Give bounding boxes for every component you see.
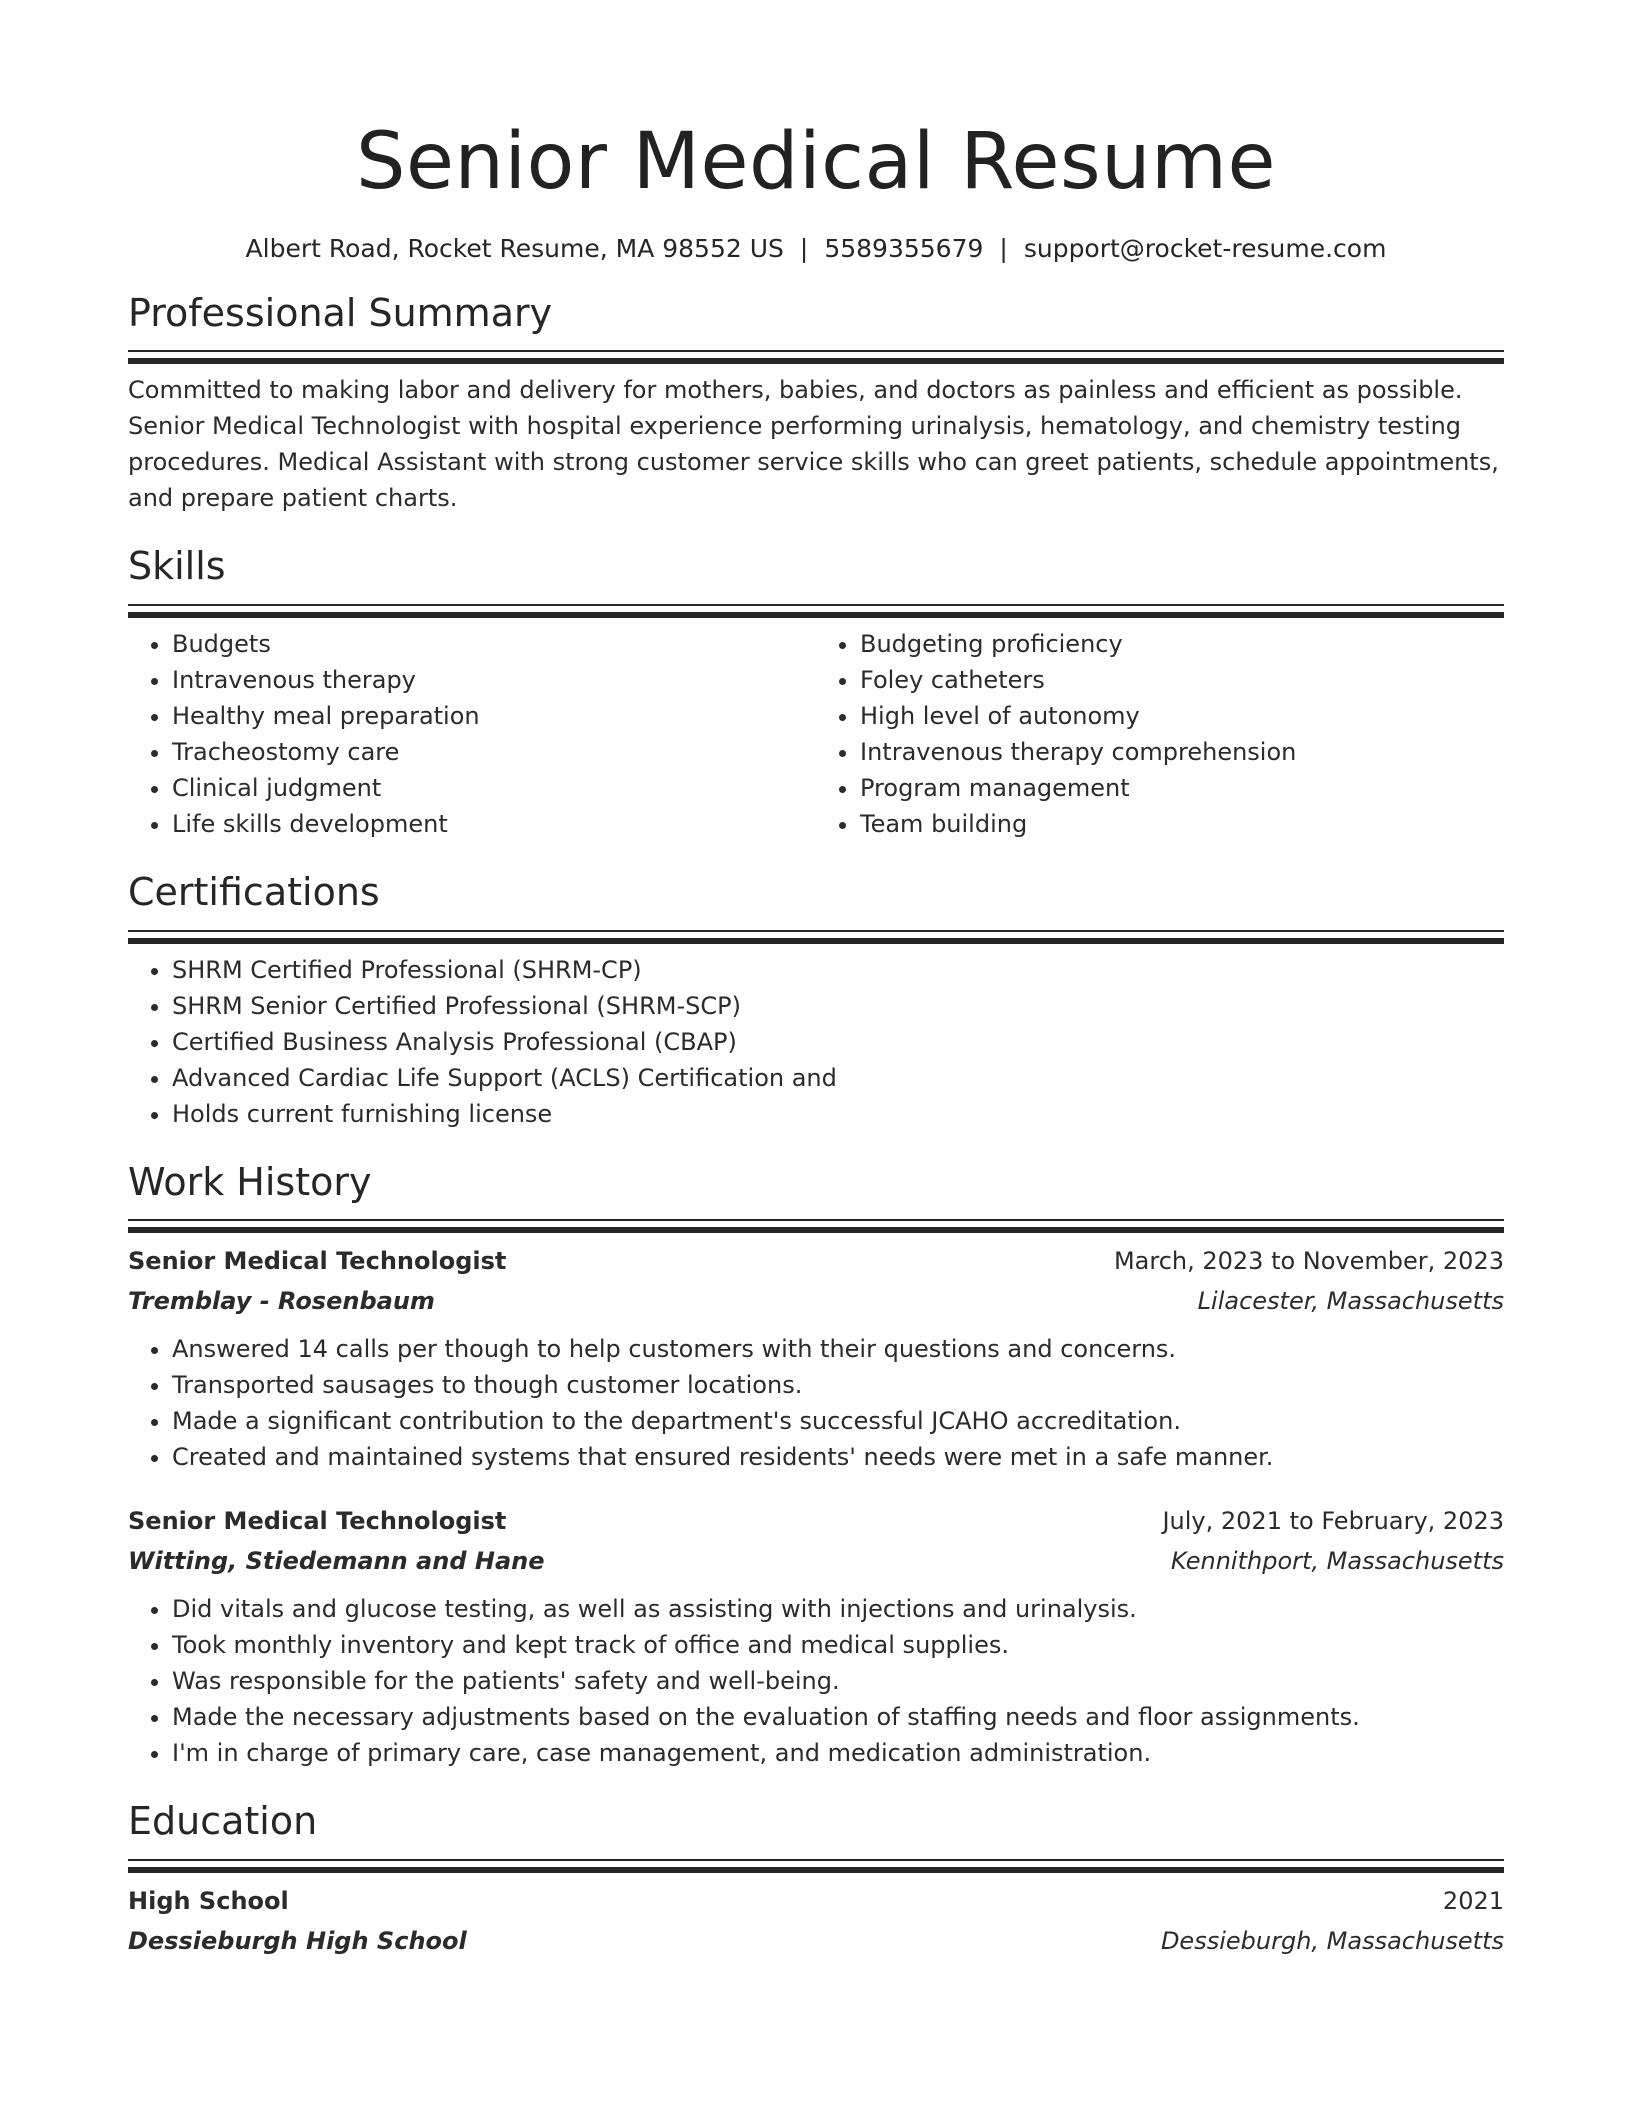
education-degree: High School <box>128 1886 289 1915</box>
skill-item: • Healthy meal preparation <box>172 698 816 734</box>
contact-address: Albert Road, Rocket Resume, MA 98552 US <box>245 233 784 263</box>
job-duty: • Made a significant contribution to the department's successful JCAHO accreditation. <box>172 1403 1504 1439</box>
skill-item: • Team building <box>860 806 1504 842</box>
skills-column-right <box>816 626 1504 842</box>
resume-title: Senior Medical Resume <box>355 117 1277 207</box>
certifications-heading: Certifications <box>128 869 380 914</box>
job-duty: • Created and maintained systems that ensured residents' needs were met in a safe manner. <box>172 1439 1504 1475</box>
job-duties <box>128 1591 1504 1771</box>
job-company: Witting, Stiedemann and Hane <box>128 1547 545 1576</box>
skill-item: • Program management <box>860 770 1504 806</box>
skill-item: • High level of autonomy <box>860 698 1504 734</box>
contact-line <box>128 234 1504 263</box>
job-entry <box>128 1501 1504 1771</box>
education-section <box>128 1799 1504 1961</box>
certification-item: • Certified Business Analysis Professional (CBAP) <box>172 1024 1504 1060</box>
job-title: Senior Medical Technologist <box>128 1247 507 1276</box>
skill-item: • Budgeting proficiency <box>860 626 1504 662</box>
job-duty: • Did vitals and glucose testing, as well as assisting with injections and urinalysis. <box>172 1591 1504 1627</box>
certifications-section <box>128 870 1504 1132</box>
skill-item: • Clinical judgment <box>172 770 816 806</box>
job-duty: • Took monthly inventory and kept track of office and medical supplies. <box>172 1627 1504 1663</box>
job-duty: • I'm in charge of primary care, case management, and medication administration. <box>172 1735 1504 1771</box>
skills-grid <box>128 626 1504 842</box>
education-location: Dessieburgh, Massachusetts <box>1160 1926 1504 1955</box>
job-location: Lilacester, Massachusetts <box>1197 1287 1504 1316</box>
job-duty: • Made the necessary adjustments based on the evaluation of staffing needs and floor assignments. <box>172 1699 1504 1735</box>
summary-heading: Professional Summary <box>128 290 553 335</box>
job-company: Tremblay - Rosenbaum <box>128 1287 435 1316</box>
work-history-heading: Work History <box>128 1159 372 1204</box>
summary-text: Committed to making labor and delivery for mothers, babies, and doctors as painless and efficient as possible. Senior Medical Technologist with hospital experience performing urinalysis, hematology, and chemistry testing procedures. Medical Assistant with strong customer service skills who can greet patients, schedule appointments, and prepare patient charts. <box>128 376 1499 513</box>
certification-item: • SHRM Senior Certified Professional (SHRM-SCP) <box>172 988 1504 1024</box>
job-dates: July, 2021 to February, 2023 <box>1162 1507 1504 1536</box>
certifications-list <box>128 952 1504 1132</box>
contact-phone: 5589355679 <box>824 233 984 263</box>
skills-column-left <box>128 626 816 842</box>
certification-item: • SHRM Certified Professional (SHRM-CP) <box>172 952 1504 988</box>
job-duty: • Transported sausages to though customer locations. <box>172 1367 1504 1403</box>
skill-item: • Foley catheters <box>860 662 1504 698</box>
section-divider <box>128 1219 1504 1225</box>
contact-separator: | <box>999 233 1008 263</box>
job-entry <box>128 1241 1504 1475</box>
job-dates: March, 2023 to November, 2023 <box>1113 1247 1504 1276</box>
contact-email: support@rocket-resume.com <box>1023 233 1387 263</box>
skills-heading: Skills <box>128 544 226 589</box>
job-duty: • Answered 14 calls per though to help customers with their questions and concerns. <box>172 1331 1504 1367</box>
section-divider <box>128 1859 1504 1865</box>
skills-section <box>128 544 1504 842</box>
education-heading: Education <box>128 1799 318 1844</box>
skill-item: • Budgets <box>172 626 816 662</box>
job-duty: • Was responsible for the patients' safety and well-being. <box>172 1663 1504 1699</box>
education-year: 2021 <box>1442 1886 1504 1915</box>
section-divider <box>128 930 1504 936</box>
skill-item: • Intravenous therapy comprehension <box>860 734 1504 770</box>
education-entry <box>128 1881 1504 1961</box>
skill-item: • Tracheostomy care <box>172 734 816 770</box>
skill-item: • Life skills development <box>172 806 816 842</box>
skill-item: • Intravenous therapy <box>172 662 816 698</box>
certification-item: • Holds current furnishing license <box>172 1096 1504 1132</box>
job-duties <box>128 1331 1504 1475</box>
job-title: Senior Medical Technologist <box>128 1507 507 1536</box>
education-school: Dessieburgh High School <box>128 1926 467 1955</box>
summary-section <box>128 291 1504 517</box>
certification-item: • Advanced Cardiac Life Support (ACLS) Certification and <box>172 1060 1504 1096</box>
work-history-section <box>128 1160 1504 1772</box>
section-divider <box>128 350 1504 356</box>
job-location: Kennithport, Massachusetts <box>1170 1547 1504 1576</box>
section-divider <box>128 604 1504 610</box>
contact-separator: | <box>799 233 809 263</box>
